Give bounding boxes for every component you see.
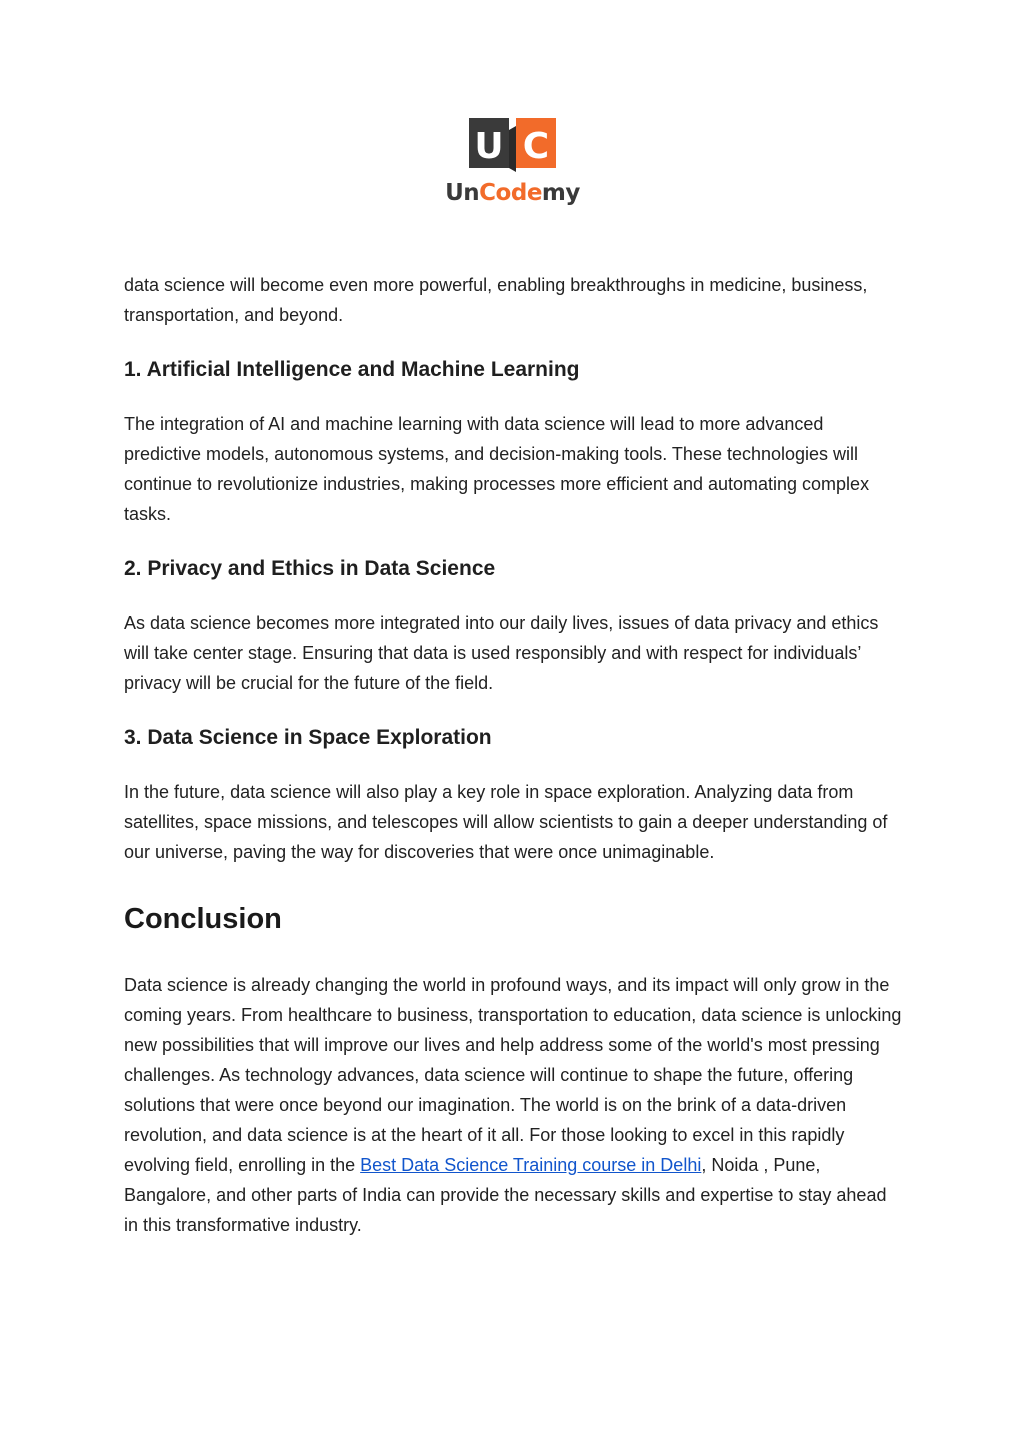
logo-word-part-3: my: [541, 180, 580, 206]
logo-word-part-1: Un: [445, 180, 480, 206]
conclusion-text-before-link: Data science is already changing the world in profound ways, and its impact will only grow in the coming years. From healthcare to business, transportation to education, data science is unlocking new possibilities that will improve our lives and help address some of the world's most pressing challenges. As technology advances, data science will continue to shape the future, offering solutions that were once beyond our imagination. The world is on the brink of a data-driven revolution, and data science is at the heart of it all. For those looking to excel in this rapidly evolving field, enrolling in the: [124, 975, 902, 1175]
section-3-paragraph: In the future, data science will also play a key role in space exploration. Analyzing data from satellites, space missions, and telescopes will allow scientists to gain a deeper understanding of our universe, paving the way for discoveries that were once unimaginable.: [124, 782, 888, 862]
logo-mark-left-letter: U: [474, 126, 504, 167]
document-body: [124, 270, 904, 1240]
section-2-heading: 2. Privacy and Ethics in Data Science: [124, 557, 496, 580]
section-1-paragraph: The integration of AI and machine learning with data science will lead to more advanced predictive models, autonomous systems, and decision-making tools. These technologies will continue to revolutionize industries, making processes more efficient and automating complex tasks.: [124, 414, 870, 524]
conclusion-paragraph: [124, 970, 904, 1240]
section-2-paragraph: As data science becomes more integrated into our daily lives, issues of data privacy and ethics will take center stage. Ensuring that data is used responsibly and with respect for individuals’ privacy will be crucial for the future of the field.: [124, 613, 879, 693]
logo-wordmark: [440, 180, 585, 206]
uncodemy-logo-mark: [469, 118, 556, 175]
logo-word-part-2: Code: [479, 180, 542, 206]
uncodemy-logo: [440, 118, 585, 214]
section-3-heading: 3. Data Science in Space Exploration: [124, 726, 492, 749]
conclusion-text-after-link: , Noida , Pune, Bangalore, and other parts of India can provide the necessary skills and expertise to stay ahead in this transformative industry.: [124, 1155, 887, 1235]
intro-paragraph: data science will become even more powerful, enabling breakthroughs in medicine, business, transportation, and beyond.: [124, 275, 868, 325]
conclusion-heading: Conclusion: [124, 903, 282, 935]
logo-mark-right-letter: C: [522, 126, 550, 167]
section-1-heading: 1. Artificial Intelligence and Machine Learning: [124, 358, 580, 381]
training-course-link[interactable]: Best Data Science Training course in Delhi: [360, 1155, 702, 1175]
